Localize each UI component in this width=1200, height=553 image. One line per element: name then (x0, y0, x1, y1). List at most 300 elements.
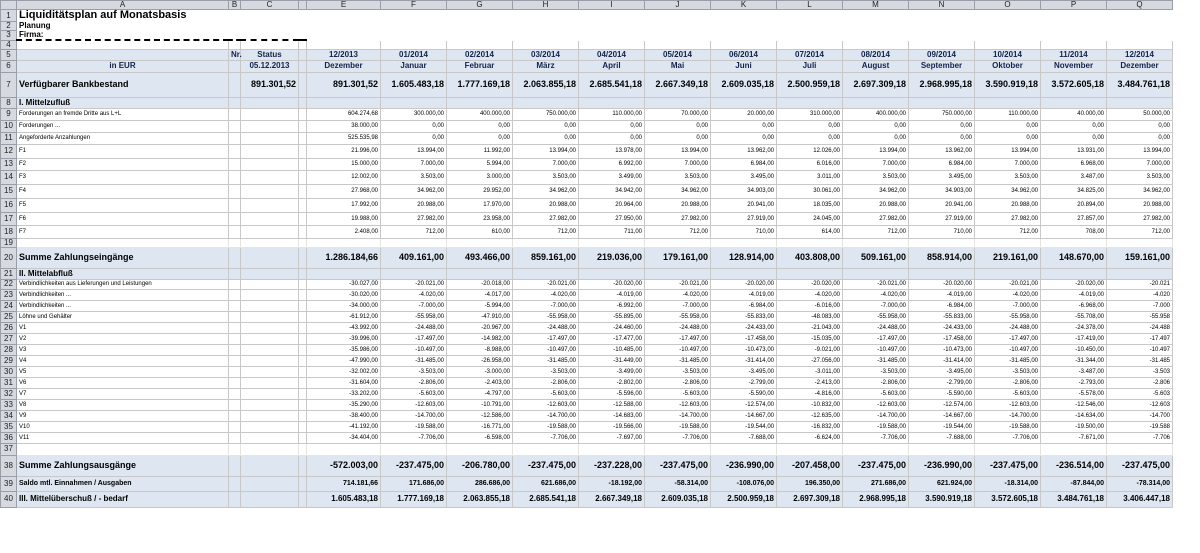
cell[interactable] (299, 311, 307, 322)
outflow-value[interactable]: -10.473,00 (909, 344, 975, 355)
cell[interactable] (579, 31, 645, 41)
inflow-value[interactable]: 20.988,00 (513, 198, 579, 212)
cell[interactable] (1107, 40, 1173, 49)
cell[interactable] (1041, 40, 1107, 49)
cell[interactable] (299, 366, 307, 377)
outflow-value[interactable]: -7.000,00 (381, 300, 447, 311)
outflow-value[interactable]: -31.449,00 (579, 355, 645, 366)
inflow-value[interactable]: 20.988,00 (1107, 198, 1173, 212)
cell[interactable] (299, 170, 307, 184)
cell[interactable] (645, 31, 711, 41)
outflow-value[interactable]: -31.485 (1107, 355, 1173, 366)
column-header-G[interactable]: G (447, 1, 513, 10)
outflow-value[interactable]: -17.497 (1107, 333, 1173, 344)
outflow-value[interactable]: -31.414,00 (909, 355, 975, 366)
inflow-value[interactable]: 2.408,00 (307, 225, 381, 238)
inflow-value[interactable]: 34.962,00 (843, 184, 909, 198)
column-header-O[interactable]: O (975, 1, 1041, 10)
column-header-N[interactable]: N (909, 1, 975, 10)
inflow-value[interactable]: 13.994,00 (1107, 144, 1173, 158)
cell[interactable] (711, 31, 777, 41)
outflow-value[interactable]: -35.290,00 (307, 399, 381, 410)
outflow-value[interactable]: -5.578,00 (1041, 388, 1107, 399)
saldo-value[interactable]: 286.686,00 (447, 476, 513, 491)
outflow-value[interactable]: -6.598,00 (447, 432, 513, 443)
month-name[interactable]: Februar (447, 60, 513, 72)
cell[interactable] (241, 333, 299, 344)
outflow-value[interactable]: -10.450,00 (1041, 344, 1107, 355)
bank-balance-value[interactable]: 1.605.483,18 (381, 72, 447, 97)
month-header[interactable]: 09/2014 (909, 49, 975, 60)
cell[interactable] (645, 238, 711, 247)
cell[interactable] (241, 144, 299, 158)
cell[interactable] (843, 40, 909, 49)
inflow-value[interactable]: 20.964,00 (579, 198, 645, 212)
planung-label[interactable]: Planung (19, 21, 51, 30)
cell[interactable] (513, 268, 579, 279)
cell[interactable] (307, 443, 381, 455)
outflow-value[interactable]: -12.574,00 (909, 399, 975, 410)
outflow-value[interactable]: -12.603 (1107, 399, 1173, 410)
cell[interactable] (229, 158, 241, 170)
cell[interactable] (241, 388, 299, 399)
outflow-value[interactable]: -3.503,00 (381, 366, 447, 377)
outflow-value[interactable]: -30.027,00 (307, 279, 381, 289)
inflow-value[interactable]: 23.958,00 (447, 212, 513, 225)
saldo-value[interactable]: -18.192,00 (579, 476, 645, 491)
row-header-35[interactable]: 35 (1, 421, 17, 432)
inflow-value[interactable]: 13.931,00 (1041, 144, 1107, 158)
inflow-value[interactable]: 17.970,00 (447, 198, 513, 212)
outflow-value[interactable]: -20.021,00 (975, 279, 1041, 289)
outflow-value[interactable]: -3.495,00 (909, 366, 975, 377)
cell[interactable] (241, 158, 299, 170)
cell[interactable] (579, 22, 645, 31)
outflow-value[interactable]: -5.603,00 (975, 388, 1041, 399)
cell[interactable] (299, 198, 307, 212)
cell[interactable] (241, 120, 299, 132)
month-header[interactable]: 04/2014 (579, 49, 645, 60)
cell[interactable] (299, 108, 307, 120)
outflow-value[interactable]: -3.503,00 (843, 366, 909, 377)
column-header-E[interactable]: E (307, 1, 381, 10)
cell[interactable] (229, 247, 241, 268)
inflow-value[interactable]: 38.000,00 (307, 120, 381, 132)
cell[interactable] (447, 268, 513, 279)
cell[interactable] (241, 300, 299, 311)
cell[interactable] (447, 443, 513, 455)
summe-ausgaenge-value[interactable]: -572.003,00 (307, 455, 381, 476)
cell[interactable] (843, 443, 909, 455)
outflow-value[interactable]: -17.497,00 (513, 333, 579, 344)
cell[interactable] (229, 40, 241, 49)
cell[interactable] (229, 410, 241, 421)
ueberschuss-value[interactable]: 3.484.761,18 (1041, 491, 1107, 507)
select-all-corner[interactable] (1, 1, 17, 10)
cell[interactable] (777, 31, 843, 41)
cell[interactable] (1041, 31, 1107, 41)
column-header-K[interactable]: K (711, 1, 777, 10)
outflow-value[interactable]: -20.967,00 (447, 322, 513, 333)
inflow-value[interactable]: 18.035,00 (777, 198, 843, 212)
cell[interactable] (241, 225, 299, 238)
outflow-label[interactable]: V4 (17, 355, 229, 366)
outflow-value[interactable]: -2.413,00 (777, 377, 843, 388)
summe-eingaenge-value[interactable]: 859.161,00 (513, 247, 579, 268)
cell[interactable] (447, 97, 513, 108)
cell[interactable] (1041, 10, 1107, 22)
inflow-value[interactable]: 6.016,00 (777, 158, 843, 170)
cell[interactable] (975, 31, 1041, 41)
outflow-value[interactable]: -12.586,00 (447, 410, 513, 421)
saldo-value[interactable]: 621.924,00 (909, 476, 975, 491)
cell[interactable] (447, 10, 513, 22)
outflow-value[interactable]: -24.433,00 (909, 322, 975, 333)
inflow-value[interactable]: 3.503,00 (843, 170, 909, 184)
currency-label[interactable]: in EUR (17, 60, 229, 72)
cell[interactable] (241, 97, 299, 108)
cell[interactable] (711, 40, 777, 49)
cell[interactable] (241, 170, 299, 184)
outflow-value[interactable]: -55.833,00 (711, 311, 777, 322)
inflow-value[interactable]: 20.941,00 (711, 198, 777, 212)
inflow-value[interactable]: 0,00 (975, 120, 1041, 132)
outflow-value[interactable]: -6.992,00 (579, 300, 645, 311)
inflow-value[interactable]: 708,00 (1041, 225, 1107, 238)
outflow-value[interactable]: -14.667,00 (711, 410, 777, 421)
summe-ausgaenge-value[interactable]: -236.990,00 (909, 455, 975, 476)
cell[interactable] (229, 238, 241, 247)
inflow-value[interactable]: 3.495,00 (909, 170, 975, 184)
month-name[interactable]: Juni (711, 60, 777, 72)
inflow-value[interactable]: 70.000,00 (645, 108, 711, 120)
inflow-value[interactable]: 17.992,00 (307, 198, 381, 212)
outflow-value[interactable]: -2.799,00 (909, 377, 975, 388)
month-name[interactable]: April (579, 60, 645, 72)
inflow-label[interactable]: F7 (17, 225, 229, 238)
outflow-value[interactable]: -3.503,00 (513, 366, 579, 377)
inflow-value[interactable]: 0,00 (1107, 132, 1173, 144)
row-header-33[interactable]: 33 (1, 399, 17, 410)
outflow-label[interactable]: V9 (17, 410, 229, 421)
cell[interactable] (299, 443, 307, 455)
cell[interactable] (241, 476, 299, 491)
saldo-value[interactable]: 196.350,00 (777, 476, 843, 491)
cell[interactable] (381, 10, 447, 22)
saldo-value[interactable]: -108.076,00 (711, 476, 777, 491)
inflow-value[interactable]: 34.962,00 (645, 184, 711, 198)
outflow-value[interactable]: -17.458,00 (711, 333, 777, 344)
inflow-value[interactable]: 19.988,00 (307, 212, 381, 225)
inflow-value[interactable]: 12.002,00 (307, 170, 381, 184)
row-header-40[interactable]: 40 (1, 491, 17, 507)
inflow-value[interactable]: 3.503,00 (975, 170, 1041, 184)
outflow-value[interactable]: -10.791,00 (447, 399, 513, 410)
cell[interactable] (299, 132, 307, 144)
summe-ausgaenge-value[interactable]: -236.514,00 (1041, 455, 1107, 476)
summe-ausgaenge-value[interactable]: -206.780,00 (447, 455, 513, 476)
outflow-value[interactable]: -7.688,00 (909, 432, 975, 443)
cell[interactable] (229, 355, 241, 366)
inflow-label[interactable]: F1 (17, 144, 229, 158)
outflow-value[interactable]: -55.958 (1107, 311, 1173, 322)
outflow-value[interactable]: -19.500,00 (1041, 421, 1107, 432)
cell[interactable] (229, 170, 241, 184)
outflow-value[interactable]: -7.688,00 (711, 432, 777, 443)
outflow-value[interactable]: -20.020,00 (777, 279, 843, 289)
inflow-value[interactable]: 3.503,00 (645, 170, 711, 184)
inflow-value[interactable]: 0,00 (579, 120, 645, 132)
ueberschuss-value[interactable]: 3.590.919,18 (909, 491, 975, 507)
outflow-value[interactable]: -17.497,00 (975, 333, 1041, 344)
outflow-value[interactable]: -9.021,00 (777, 344, 843, 355)
inflow-value[interactable]: 110.000,00 (975, 108, 1041, 120)
inflow-value[interactable]: 27.857,00 (1041, 212, 1107, 225)
outflow-value[interactable]: -38.400,00 (307, 410, 381, 421)
bank-balance-value[interactable]: 3.590.919,18 (975, 72, 1041, 97)
cell[interactable] (17, 49, 229, 60)
inflow-value[interactable]: 0,00 (711, 132, 777, 144)
cell[interactable] (307, 31, 381, 41)
inflow-value[interactable]: 3.503,00 (381, 170, 447, 184)
outflow-value[interactable]: -2.806,00 (513, 377, 579, 388)
cell[interactable] (299, 455, 307, 476)
outflow-value[interactable]: -31.414,00 (711, 355, 777, 366)
cell[interactable] (299, 225, 307, 238)
outflow-value[interactable]: -31.485,00 (645, 355, 711, 366)
outflow-value[interactable]: -24.488 (1107, 322, 1173, 333)
cell[interactable] (307, 268, 381, 279)
cell[interactable] (1107, 443, 1173, 455)
cell[interactable] (299, 410, 307, 421)
column-header-I[interactable]: I (579, 1, 645, 10)
row-header-7[interactable]: 7 (1, 72, 17, 97)
cell[interactable] (229, 225, 241, 238)
inflow-value[interactable]: 11.992,00 (447, 144, 513, 158)
column-header-J[interactable]: J (645, 1, 711, 10)
cell[interactable] (381, 443, 447, 455)
cell[interactable] (843, 10, 909, 22)
inflow-value[interactable]: 0,00 (645, 120, 711, 132)
summe-eingaenge-value[interactable]: 493.466,00 (447, 247, 513, 268)
outflow-value[interactable]: -7.706,00 (843, 432, 909, 443)
inflow-label[interactable]: F6 (17, 212, 229, 225)
cell[interactable] (513, 10, 579, 22)
inflow-value[interactable]: 750.000,00 (513, 108, 579, 120)
outflow-value[interactable]: -2.806,00 (975, 377, 1041, 388)
outflow-value[interactable]: -20.021,00 (843, 279, 909, 289)
inflow-value[interactable]: 27.919,00 (909, 212, 975, 225)
outflow-value[interactable]: -5.590,00 (909, 388, 975, 399)
outflow-value[interactable]: -4.019,00 (1041, 289, 1107, 300)
inflow-value[interactable]: 13.994,00 (645, 144, 711, 158)
cell[interactable] (229, 322, 241, 333)
cell[interactable] (241, 366, 299, 377)
row-header-39[interactable]: 39 (1, 476, 17, 491)
cell[interactable] (299, 377, 307, 388)
cell[interactable] (229, 289, 241, 300)
outflow-value[interactable]: -10.832,00 (777, 399, 843, 410)
summe-ausgaenge-value[interactable]: -237.475,00 (1107, 455, 1173, 476)
inflow-value[interactable]: 0,00 (777, 132, 843, 144)
ueberschuss-value[interactable]: 1.605.483,18 (307, 491, 381, 507)
cell[interactable] (229, 344, 241, 355)
cell[interactable] (307, 238, 381, 247)
outflow-value[interactable]: -7.000 (1107, 300, 1173, 311)
outflow-value[interactable]: -55.958,00 (381, 311, 447, 322)
outflow-value[interactable]: -41.192,00 (307, 421, 381, 432)
column-header-P[interactable]: P (1041, 1, 1107, 10)
month-name[interactable]: März (513, 60, 579, 72)
outflow-value[interactable]: -47.910,00 (447, 311, 513, 322)
outflow-value[interactable]: -24.488,00 (381, 322, 447, 333)
cell[interactable] (711, 97, 777, 108)
inflow-value[interactable]: 0,00 (447, 120, 513, 132)
outflow-value[interactable]: -10.473,00 (711, 344, 777, 355)
outflow-value[interactable]: -20.021,00 (513, 279, 579, 289)
row-header-24[interactable]: 24 (1, 300, 17, 311)
cell[interactable] (17, 40, 229, 49)
inflow-label[interactable]: F5 (17, 198, 229, 212)
cell[interactable] (299, 279, 307, 289)
outflow-value[interactable]: -14.700 (1107, 410, 1173, 421)
column-header-A[interactable]: A (17, 1, 229, 10)
outflow-value[interactable]: -5.603,00 (843, 388, 909, 399)
outflow-value[interactable]: -6.968,00 (1041, 300, 1107, 311)
outflow-value[interactable]: -19.588,00 (843, 421, 909, 432)
outflow-value[interactable]: -10.497 (1107, 344, 1173, 355)
column-header-B[interactable]: B (229, 1, 241, 10)
summe-eingaenge-value[interactable]: 509.161,00 (843, 247, 909, 268)
inflow-value[interactable]: 15.000,00 (307, 158, 381, 170)
cell[interactable] (299, 388, 307, 399)
inflow-value[interactable]: 40.000,00 (1041, 108, 1107, 120)
outflow-value[interactable]: -5.603,00 (513, 388, 579, 399)
inflow-value[interactable]: 20.000,00 (711, 108, 777, 120)
row-header-18[interactable]: 18 (1, 225, 17, 238)
cell[interactable] (241, 238, 299, 247)
summe-ausgaenge-value[interactable]: -236.990,00 (711, 455, 777, 476)
cell[interactable] (299, 238, 307, 247)
outflow-value[interactable]: -31.485,00 (381, 355, 447, 366)
inflow-value[interactable]: 0,00 (909, 120, 975, 132)
section-mittelabfluss[interactable]: II. Mittelabfluß (17, 268, 229, 279)
outflow-value[interactable]: -6.624,00 (777, 432, 843, 443)
outflow-value[interactable]: -5.590,00 (711, 388, 777, 399)
row-header-32[interactable]: 32 (1, 388, 17, 399)
cell[interactable] (299, 72, 307, 97)
cell[interactable] (579, 268, 645, 279)
outflow-value[interactable]: -2.799,00 (711, 377, 777, 388)
outflow-value[interactable]: -31.604,00 (307, 377, 381, 388)
cell[interactable] (307, 40, 381, 49)
outflow-value[interactable]: -16.771,00 (447, 421, 513, 432)
inflow-value[interactable]: 30.061,00 (777, 184, 843, 198)
outflow-value[interactable]: -12.574,00 (711, 399, 777, 410)
row-header-29[interactable]: 29 (1, 355, 17, 366)
outflow-value[interactable]: -14.982,00 (447, 333, 513, 344)
row-header-28[interactable]: 28 (1, 344, 17, 355)
outflow-value[interactable]: -2.806,00 (843, 377, 909, 388)
outflow-value[interactable]: -3.011,00 (777, 366, 843, 377)
inflow-value[interactable]: 34.962,00 (513, 184, 579, 198)
outflow-value[interactable]: -27.056,00 (777, 355, 843, 366)
cell[interactable] (645, 97, 711, 108)
cell[interactable] (229, 108, 241, 120)
outflow-value[interactable]: -3.000,00 (447, 366, 513, 377)
inflow-value[interactable]: 525.535,98 (307, 132, 381, 144)
cell[interactable] (381, 40, 447, 49)
outflow-value[interactable]: -5.603,00 (645, 388, 711, 399)
outflow-value[interactable]: -12.603,00 (843, 399, 909, 410)
ueberschuss-value[interactable]: 3.406.447,18 (1107, 491, 1173, 507)
outflow-value[interactable]: -4.020,00 (513, 289, 579, 300)
outflow-value[interactable]: -35.986,00 (307, 344, 381, 355)
outflow-value[interactable]: -20.021 (1107, 279, 1173, 289)
cell[interactable] (1041, 22, 1107, 31)
outflow-value[interactable]: -33.202,00 (307, 388, 381, 399)
column-header-C[interactable]: C (241, 1, 299, 10)
row-header-3[interactable]: 3 (1, 31, 17, 41)
inflow-value[interactable]: 3.000,00 (447, 170, 513, 184)
outflow-value[interactable]: -20.021,00 (645, 279, 711, 289)
inflow-value[interactable]: 24.045,00 (777, 212, 843, 225)
status-header[interactable]: Status (241, 49, 299, 60)
inflow-value[interactable]: 0,00 (1107, 120, 1173, 132)
month-name[interactable]: Juli (777, 60, 843, 72)
cell[interactable] (299, 144, 307, 158)
outflow-value[interactable]: -17.458,00 (909, 333, 975, 344)
cell[interactable] (229, 212, 241, 225)
inflow-value[interactable]: 711,00 (579, 225, 645, 238)
inflow-value[interactable]: 7.000,00 (843, 158, 909, 170)
inflow-label[interactable]: Forderungen an fremde Dritte aus L+L (17, 108, 229, 120)
month-header[interactable]: 07/2014 (777, 49, 843, 60)
cell[interactable] (241, 432, 299, 443)
ueberschuss-value[interactable]: 2.667.349,18 (579, 491, 645, 507)
inflow-label[interactable]: F3 (17, 170, 229, 184)
month-name[interactable]: Januar (381, 60, 447, 72)
inflow-value[interactable]: 7.000,00 (645, 158, 711, 170)
inflow-value[interactable]: 3.503,00 (1107, 170, 1173, 184)
cell[interactable] (307, 97, 381, 108)
outflow-value[interactable]: -5.603,00 (381, 388, 447, 399)
outflow-value[interactable]: -55.958,00 (843, 311, 909, 322)
outflow-value[interactable]: -17.497,00 (381, 333, 447, 344)
cell[interactable] (777, 40, 843, 49)
row-header-26[interactable]: 26 (1, 322, 17, 333)
outflow-value[interactable]: -21.043,00 (777, 322, 843, 333)
cell[interactable] (711, 238, 777, 247)
saldo-value[interactable]: -87.844,00 (1041, 476, 1107, 491)
outflow-value[interactable]: -14.700,00 (381, 410, 447, 421)
summe-ausgaenge-value[interactable]: -207.458,00 (777, 455, 843, 476)
summe-ausgaenge-label[interactable]: Summe Zahlungsausgänge (17, 455, 229, 476)
outflow-value[interactable]: -3.487,00 (1041, 366, 1107, 377)
outflow-value[interactable]: -47.990,00 (307, 355, 381, 366)
ueberschuss-value[interactable]: 2.968.995,18 (843, 491, 909, 507)
outflow-label[interactable]: V2 (17, 333, 229, 344)
inflow-value[interactable]: 20.894,00 (1041, 198, 1107, 212)
cell[interactable] (909, 268, 975, 279)
inflow-value[interactable]: 0,00 (513, 120, 579, 132)
inflow-value[interactable]: 0,00 (381, 120, 447, 132)
inflow-value[interactable]: 712,00 (513, 225, 579, 238)
cell[interactable] (909, 97, 975, 108)
saldo-value[interactable]: -18.314,00 (975, 476, 1041, 491)
cell[interactable] (1107, 22, 1173, 31)
cell[interactable] (241, 268, 299, 279)
